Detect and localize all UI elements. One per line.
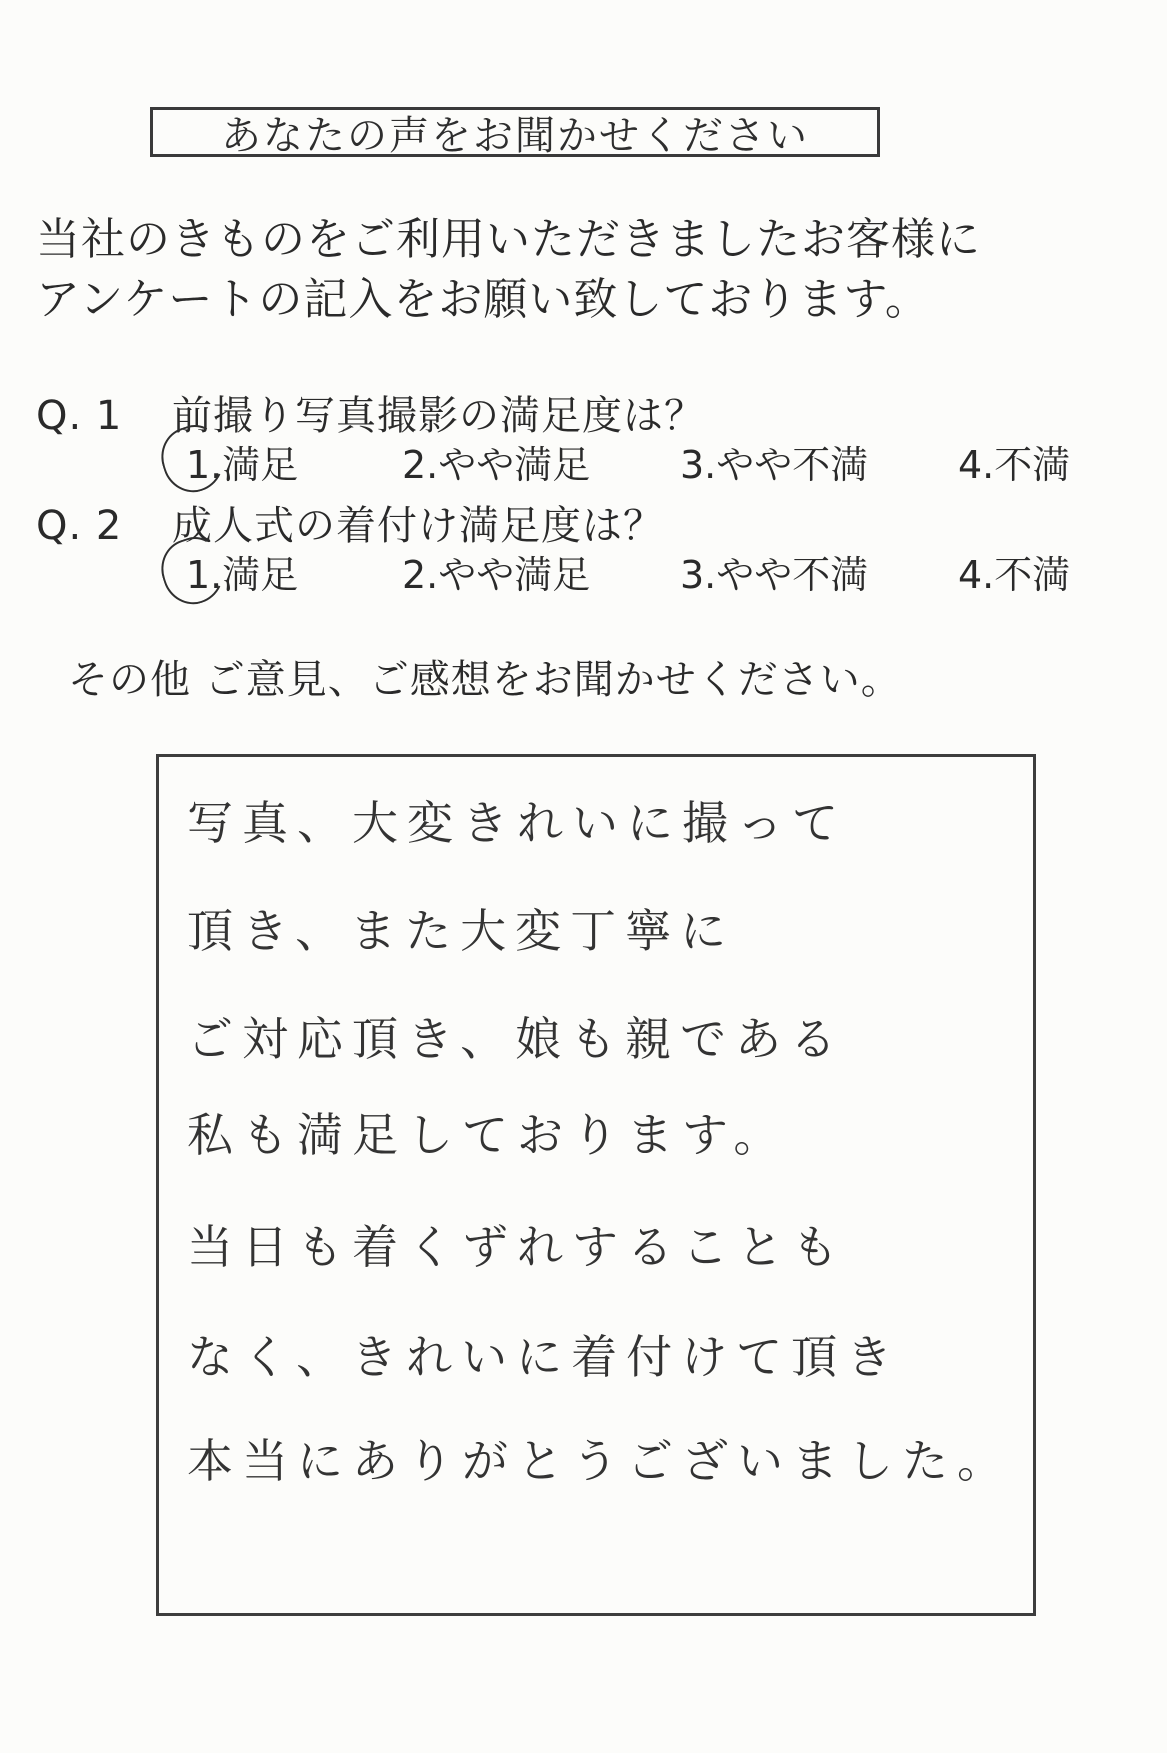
comment-line-6: なく、きれいに着付けて頂き xyxy=(187,1330,902,1384)
comment-line-1: 写真、大変きれいに撮って xyxy=(187,796,847,850)
comment-line-5: 当日も着くずれすることも xyxy=(187,1220,847,1274)
comment-line-4: 私も満足しております。 xyxy=(187,1108,789,1162)
intro-line-2: アンケートの記入をお願い致しております。 xyxy=(36,274,930,325)
survey-title-box xyxy=(150,107,880,157)
question-2-number: Q. 2 xyxy=(36,503,123,549)
question-1-number: Q. 1 xyxy=(36,393,123,439)
question-2 xyxy=(36,494,664,551)
comment-line-2: 頂き、また大変丁寧に xyxy=(187,904,736,958)
comment-line-7: 本当にありがとうございました。 xyxy=(187,1434,1012,1488)
q2-option-3[interactable]: 3.やや不満 xyxy=(680,553,869,597)
q1-option-2[interactable]: 2.やや満足 xyxy=(402,443,591,487)
question-1 xyxy=(36,384,705,441)
intro-line-1: 当社のきものをご利用いただきましたお客様に xyxy=(36,214,981,265)
comment-line-3: ご対応頂き、娘も親である xyxy=(187,1012,846,1066)
question-2-text: 成人式の着付け満足度は？ xyxy=(172,503,664,549)
comment-box[interactable] xyxy=(156,754,1036,1616)
q2-option-4[interactable]: 4.不満 xyxy=(958,553,1071,597)
survey-title: あなたの声をお聞かせください xyxy=(221,112,809,159)
q1-option-1[interactable]: 1.満足 xyxy=(186,443,299,487)
q1-option-3[interactable]: 3.やや不満 xyxy=(680,443,869,487)
other-comments-prompt: その他 ご意見、ご感想をお聞かせください。 xyxy=(68,657,902,703)
q2-option-1[interactable]: 1.満足 xyxy=(186,553,299,597)
question-1-text: 前撮り写真撮影の満足度は？ xyxy=(172,393,705,439)
q2-option-2[interactable]: 2.やや満足 xyxy=(402,553,591,597)
intro-text xyxy=(36,210,981,330)
q1-option-4[interactable]: 4.不満 xyxy=(958,443,1071,487)
